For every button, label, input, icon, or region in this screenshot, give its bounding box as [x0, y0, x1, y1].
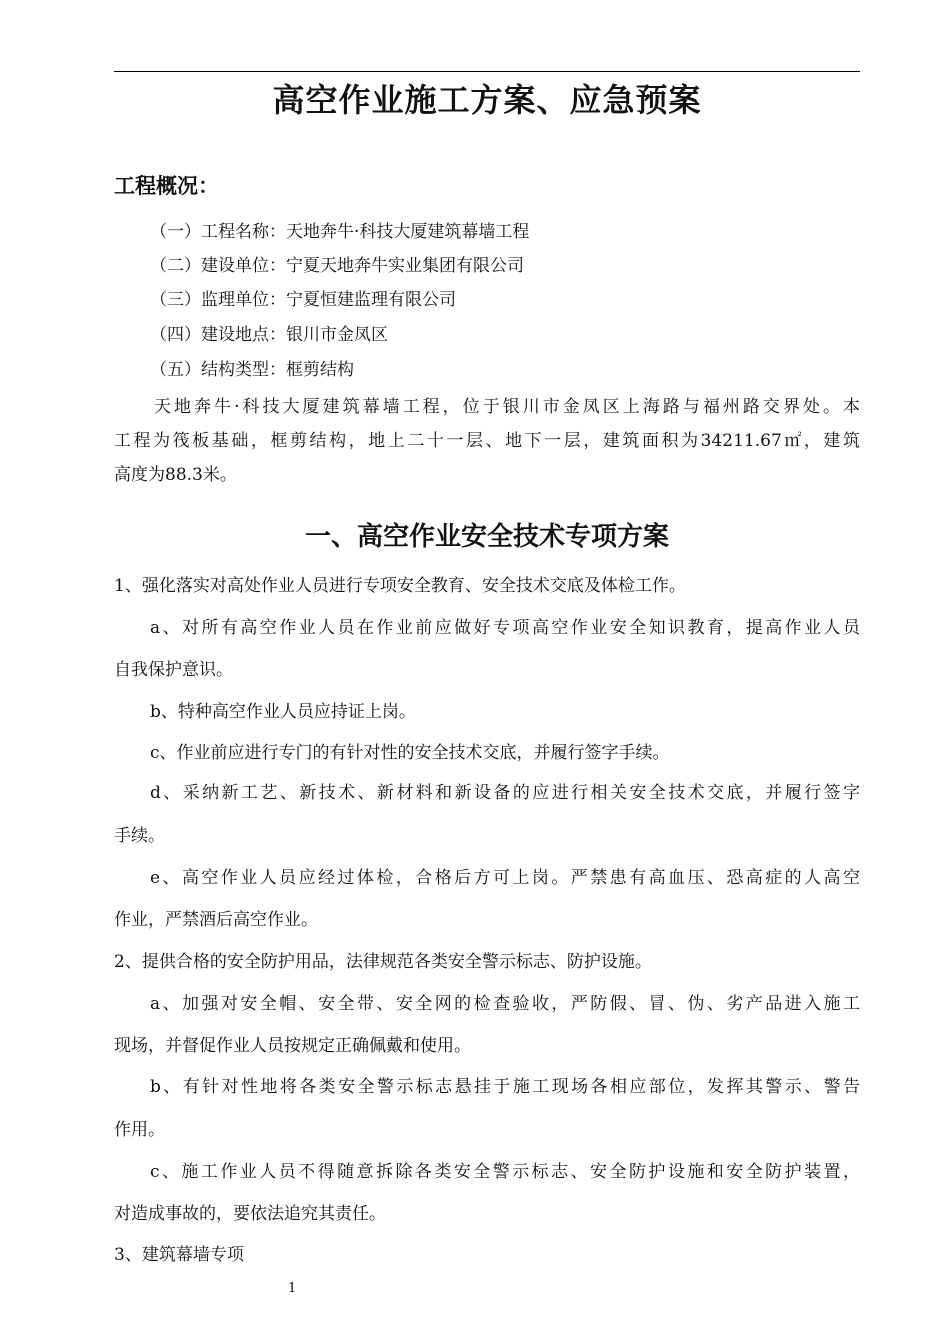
section-item-1d-cont: 手续。	[114, 826, 165, 846]
section-item-3: 3、建筑幕墙专项	[114, 1245, 244, 1265]
overview-item-location: （四）建设地点：银川市金凤区	[150, 325, 388, 345]
overview-paragraph-line: 工程为筏板基础，框剪结构，地上二十一层、地下一层，建筑面积为34211.67㎡，建筑	[114, 431, 860, 451]
section-item-1b: b、特种高空作业人员应持证上岗。	[150, 702, 416, 722]
overview-item-supervisor: （三）监理单位：宁夏恒建监理有限公司	[150, 290, 456, 310]
overview-item-name: （一）工程名称：天地奔牛·科技大厦建筑幕墙工程	[150, 222, 530, 242]
header-rule	[114, 71, 860, 72]
overview-heading: 工程概况：	[114, 174, 219, 198]
section-item-1c: c、作业前应进行专门的有针对性的安全技术交底，并履行签字手续。	[150, 743, 670, 763]
document-title: 高空作业施工方案、应急预案	[272, 81, 702, 119]
section-title: 一、高空作业安全技术专项方案	[304, 522, 669, 552]
page-number: 1	[288, 1281, 297, 1296]
section-item-2b-cont: 作用。	[114, 1120, 165, 1140]
section-item-2a: a、加强对安全帽、安全带、安全网的检查验收，严防假、冒、伪、劣产品进入施工	[150, 994, 860, 1014]
section-item-1: 1、强化落实对高处作业人员进行专项安全教育、安全技术交底及体检工作。	[114, 576, 686, 596]
overview-item-structure: （五）结构类型：框剪结构	[150, 360, 354, 380]
overview-paragraph-line: 天地奔牛·科技大厦建筑幕墙工程，位于银川市金凤区上海路与福州路交界处。本	[154, 397, 860, 417]
section-item-2c-cont: 对造成事故的，要依法追究其责任。	[114, 1204, 386, 1224]
section-item-1a-cont: 自我保护意识。	[114, 660, 233, 680]
section-item-1d: d、采纳新工艺、新技术、新材料和新设备的应进行相关安全技术交底，并履行签字	[150, 783, 860, 803]
section-item-1e: e、高空作业人员应经过体检，合格后方可上岗。严禁患有高血压、恐高症的人高空	[150, 868, 860, 888]
section-item-1a: a、对所有高空作业人员在作业前应做好专项高空作业安全知识教育，提高作业人员	[150, 618, 860, 638]
section-item-2b: b、有针对性地将各类安全警示标志悬挂于施工现场各相应部位，发挥其警示、警告	[150, 1077, 860, 1097]
section-item-2c: c、施工作业人员不得随意拆除各类安全警示标志、安全防护设施和安全防护装置，	[150, 1162, 860, 1182]
section-item-2: 2、提供合格的安全防护用品，法律规范各类安全警示标志、防护设施。	[114, 952, 652, 972]
overview-paragraph-line: 高度为88.3米。	[114, 465, 237, 485]
section-item-2a-cont: 现场，并督促作业人员按规定正确佩戴和使用。	[114, 1036, 471, 1056]
section-item-1e-cont: 作业，严禁酒后高空作业。	[114, 910, 318, 930]
overview-item-owner: （二）建设单位：宁夏天地奔牛实业集团有限公司	[150, 256, 524, 276]
